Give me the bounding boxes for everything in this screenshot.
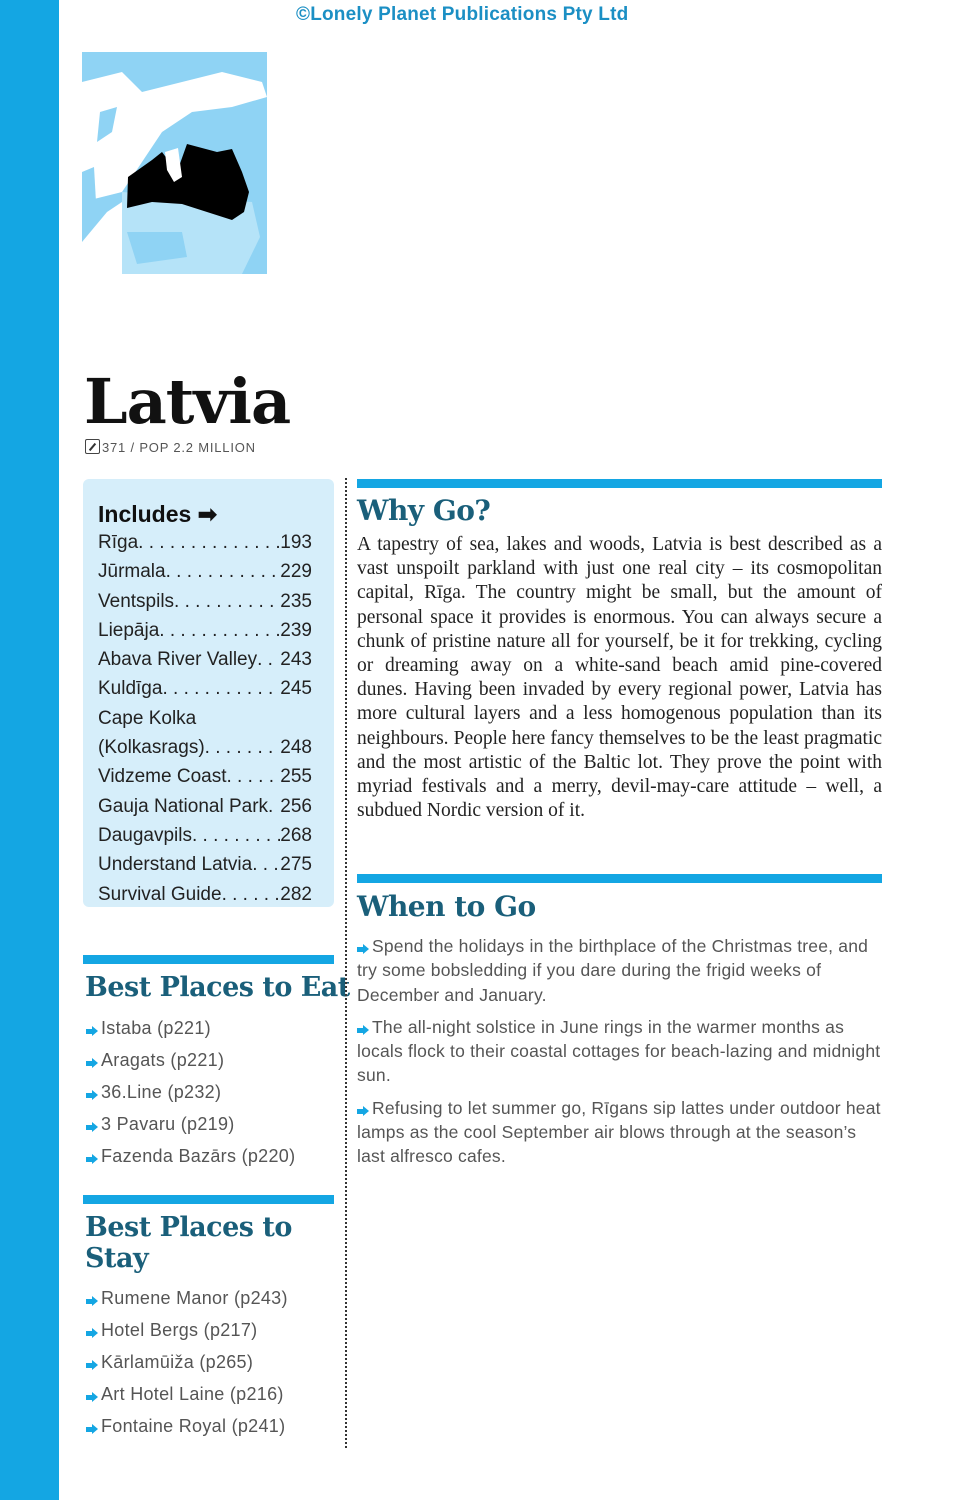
leader-dots [222, 880, 281, 909]
stay-item[interactable] [86, 1346, 288, 1378]
eat-list [86, 1012, 295, 1172]
includes-item-page: 239 [280, 619, 312, 641]
includes-item[interactable] [98, 762, 312, 791]
eat-heading: Best Places to Eat [85, 972, 350, 1003]
country-code-population: 371 / POP 2.2 MILLION [102, 440, 256, 455]
eat-item-label: 36.Line (p232) [101, 1082, 222, 1102]
includes-item-name: Rīga [98, 532, 139, 553]
stay-item[interactable] [86, 1410, 288, 1442]
when-item [357, 1015, 882, 1088]
includes-item[interactable] [98, 557, 312, 586]
includes-item-name: Ventspils [98, 590, 175, 612]
includes-item[interactable] [98, 792, 312, 821]
copyright-notice: ©Lonely Planet Publications Pty Ltd [296, 4, 629, 25]
includes-box [83, 479, 334, 907]
eat-item-label: 3 Pavaru (p219) [101, 1114, 235, 1134]
stay-heading: Best Places to Stay [85, 1212, 292, 1274]
includes-item[interactable] [98, 528, 312, 557]
includes-item-page: 235 [280, 590, 312, 612]
includes-item-name: Vidzeme Coast [98, 766, 227, 788]
section-rule [83, 1195, 334, 1204]
when-list [357, 934, 882, 1177]
when-item [357, 1096, 882, 1169]
phone-icon [85, 439, 100, 454]
leader-dots [192, 821, 280, 850]
includes-item-page: 229 [280, 561, 312, 583]
column-divider [345, 478, 347, 1448]
stay-item-label: Fontaine Royal (p241) [101, 1416, 286, 1436]
includes-item[interactable] [98, 645, 312, 674]
includes-item-page: 245 [280, 678, 312, 700]
stay-item-label: Art Hotel Laine (p216) [101, 1384, 284, 1404]
includes-item-name: Gauja National Park [98, 795, 269, 817]
eat-item-label: Fazenda Bazārs (p220) [101, 1146, 296, 1166]
leader-dots [227, 762, 281, 791]
includes-item[interactable] [98, 850, 312, 879]
includes-heading: Includes ➡ [98, 501, 217, 527]
stay-item[interactable] [86, 1378, 288, 1410]
when-item [357, 934, 882, 1007]
stay-item[interactable] [86, 1314, 288, 1346]
page-title: Latvia [84, 365, 291, 438]
includes-item-name: Abava River Valley [98, 649, 258, 671]
includes-item-name: Survival Guide [98, 883, 222, 905]
when-item-text: The all-night solstice in June rings in the warmer months as locals flock to their coastal cottages for beach-lazing and midnight sun. [357, 1016, 881, 1086]
section-rule [83, 955, 334, 964]
eat-item[interactable] [86, 1140, 295, 1172]
stay-item-label: Kārlamūiža (p265) [101, 1352, 254, 1372]
latvia-locator-map-icon [82, 52, 267, 274]
eat-item-label: Istaba (p221) [101, 1018, 211, 1038]
includes-item-page: 282 [280, 883, 312, 905]
includes-item[interactable] [98, 880, 312, 909]
stay-item-label: Hotel Bergs (p217) [101, 1320, 258, 1340]
leader-dots [252, 850, 280, 879]
eat-item[interactable] [86, 1108, 295, 1140]
why-heading: Why Go? [357, 494, 491, 527]
section-rule [357, 874, 882, 883]
leader-dots [257, 645, 280, 674]
includes-item-page: 275 [280, 854, 312, 876]
leader-dots [166, 557, 281, 586]
includes-item-page: 248 [280, 737, 312, 759]
eat-item[interactable] [86, 1076, 295, 1108]
includes-item-page: 193 [280, 532, 312, 553]
stay-list [86, 1282, 288, 1442]
leader-dots [162, 674, 280, 703]
includes-item-name: Liepāja [98, 619, 160, 641]
leader-dots [174, 587, 280, 616]
leader-dots [159, 616, 280, 645]
includes-item-name: Understand Latvia [98, 854, 253, 876]
includes-item-name: Daugavpils [98, 824, 192, 846]
includes-item[interactable] [98, 674, 312, 703]
stay-item-label: Rumene Manor (p243) [101, 1288, 288, 1308]
leader-dots [205, 733, 281, 762]
includes-item-name: Jūrmala [98, 561, 166, 583]
includes-item-page: 243 [280, 649, 312, 671]
country-meta [85, 439, 256, 455]
stay-item[interactable] [86, 1282, 288, 1314]
why-go-paragraph: A tapestry of sea, lakes and woods, Latvia is best described as a vast unspoilt parkland with just one real city – its cosmopolitan capital, Rīga. The country might be small, but the amount of personal space it provides is enormous. You can always secure a chunk of pristine nature all for yourself, be it for trekking, cycling or dreaming away on a white-sand beach amid pine-covered dunes. Having been invaded by every regional power, Latvia has more cultural layers and a less homogenous population than its neighbours. People here fancy themselves to be the least pragmatic and the most artistic of the Baltic lot. They prove the point with myriad festivals and a merry, devil-may-care attitude – well, a subdued Nordic version of it. [357, 534, 882, 822]
when-item-text: Spend the holidays in the birthplace of the Christmas tree, and try some bobsledding if you dare during the frigid weeks of December and January. [357, 936, 869, 1005]
includes-item-page: 256 [280, 795, 312, 817]
when-item-text: Refusing to let summer go, Rīgans sip lattes under outdoor heat lamps as the cool September air blows through at the season’s last alfresco cafes. [357, 1097, 881, 1167]
leader-dots [138, 528, 280, 557]
includes-item-page: 268 [280, 824, 312, 846]
includes-item[interactable] [98, 587, 312, 616]
includes-item-name: Kuldīga [98, 678, 163, 700]
eat-item-label: Aragats (p221) [101, 1050, 225, 1070]
eat-item[interactable] [86, 1044, 295, 1076]
page-edge-color-bar [0, 0, 59, 1500]
section-rule [357, 479, 882, 488]
includes-item-page: 255 [280, 766, 312, 788]
leader-dots [268, 792, 280, 821]
includes-item[interactable] [98, 616, 312, 645]
includes-item-name: Cape Kolka (Kolkasrags) [98, 707, 205, 759]
includes-item[interactable] [98, 821, 312, 850]
includes-list [98, 528, 312, 909]
includes-item[interactable] [98, 704, 312, 763]
eat-item[interactable] [86, 1012, 295, 1044]
when-heading: When to Go [357, 890, 536, 923]
